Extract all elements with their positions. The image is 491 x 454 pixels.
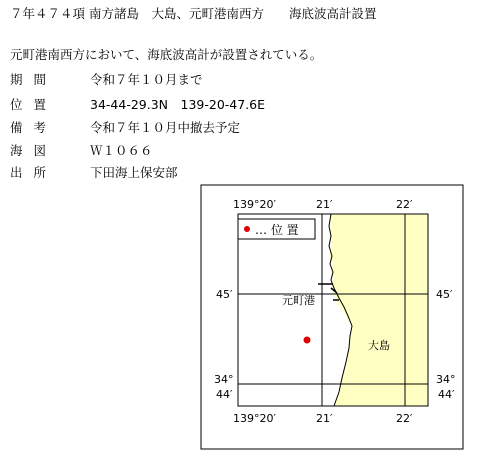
notice-body: 元町港南西方において、海底波高計が設置されている。 (10, 47, 323, 62)
remarks-label: 備考 (10, 120, 58, 135)
lon-label-top-mid: 21′ (316, 198, 333, 211)
position-label: 位置 (10, 97, 58, 112)
legend-label: … 位 置 (255, 223, 299, 237)
lon-label-top-right: 22′ (396, 198, 413, 211)
port-name-label: 元町港 (282, 294, 315, 307)
notice-title: ７年４７４項 南方諸島 大島、元町港南西方 海底波高計設置 (10, 6, 377, 21)
position-value: 34-44-29.3N 139-20-47.6E (90, 97, 266, 112)
lat-label-44-right: 44′ (438, 388, 455, 401)
lat-label-34-left: 34° (214, 373, 234, 386)
lon-label-bottom-mid: 21′ (316, 412, 333, 425)
island-name-label: 大島 (368, 339, 390, 352)
lat-label-34-right: 34° (436, 373, 456, 386)
lon-label-bottom-left: 139°20′ (233, 412, 276, 425)
source-label: 出所 (10, 165, 58, 180)
position-marker (304, 337, 311, 344)
period-label: 期間 (10, 72, 58, 87)
lat-label-44-left: 44′ (216, 388, 233, 401)
legend-marker (244, 226, 250, 232)
lon-label-top-left: 139°20′ (233, 198, 276, 211)
period-value: 令和７年１０月まで (90, 72, 203, 87)
chart-number-label: 海図 (10, 143, 58, 158)
island-land (329, 214, 428, 406)
lat-label-45-left: 45′ (216, 288, 233, 301)
remarks-value: 令和７年１０月中撤去予定 (90, 120, 241, 135)
lat-label-45-right: 45′ (436, 288, 453, 301)
lon-label-bottom-right: 22′ (396, 412, 413, 425)
chart-number-value: Ｗ１０６６ (90, 143, 153, 158)
source-value: 下田海上保安部 (90, 165, 178, 180)
